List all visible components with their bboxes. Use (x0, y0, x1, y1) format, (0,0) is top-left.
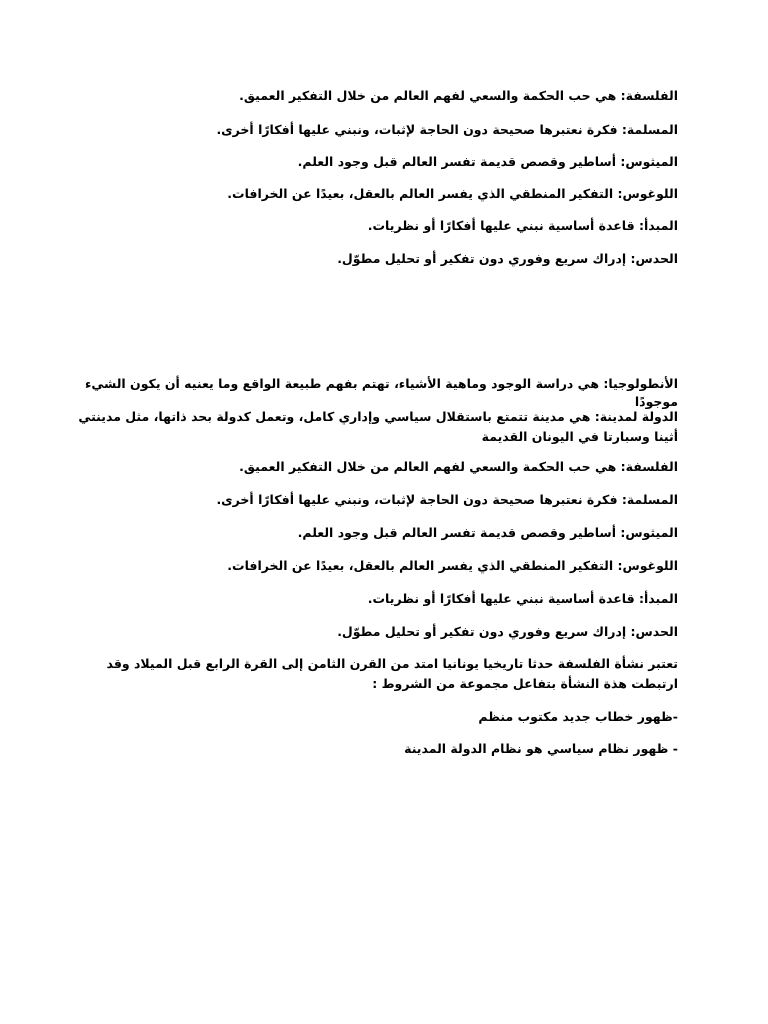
definition-logos: اللوغوس: التفكير المنطقي الذي يفسر العالم بالعقل، بعيدًا عن الخرافات. (227, 186, 678, 201)
definition-philosophy: الفلسفة: هي حب الحكمة والسعي لفهم العالم من خلال التفكير العميق. (239, 88, 678, 103)
definition-intuition: الحدس: إدراك سريع وفوري دون تفكير أو تحليل مطوّل. (337, 251, 678, 266)
condition-item-2: - ظهور نظام سياسي هو نظام الدولة المدينة (404, 741, 678, 756)
definition-logos-repeat: اللوغوس: التفكير المنطقي الذي يفسر العالم بالعقل، بعيدًا عن الخرافات. (227, 558, 678, 573)
definition-city-state: الدولة لمدينة: هي مدينة تتمتع باستقلال سياسي وإداري كامل، وتعمل كدولة بحد ذاتها، مثل مدينتي أثينا وسبارتا في اليونان القديمة (78, 409, 678, 444)
definition-mythos: الميثوس: أساطير وقصص قديمة تفسر العالم قبل وجود العلم. (297, 154, 678, 169)
condition-item-1: -ظهور خطاب جديد مكتوب منظم (478, 709, 678, 724)
definition-intuition-repeat: الحدس: إدراك سريع وفوري دون تفكير أو تحليل مطوّل. (337, 624, 678, 639)
origin-paragraph: تعتبر نشأة الفلسفة حدثا تاريخيا يونانيا امتد من القرن الثامن إلى القرة الرابع قبل الميلاد وقد ارتبطت هذة النشأة بتفاعل مجموعة من الشروط : (106, 656, 678, 691)
definition-postulate-repeat: المسلمة: فكرة نعتبرها صحيحة دون الحاجة لإثبات، ونبني عليها أفكارًا أخرى. (216, 492, 678, 507)
definition-ontology: الأنطولوجيا: هي دراسة الوجود وماهية الأشياء، تهتم بفهم طبيعة الواقع وما يعنيه أن يكون الشيء موجودًا (84, 376, 678, 409)
definition-principle-repeat: المبدأ: قاعدة أساسية نبني عليها أفكارًا أو نظريات. (367, 591, 678, 606)
definition-mythos-repeat: الميثوس: أساطير وقصص قديمة تفسر العالم قبل وجود العلم. (297, 525, 678, 540)
definition-philosophy-repeat: الفلسفة: هي حب الحكمة والسعي لفهم العالم من خلال التفكير العميق. (239, 459, 678, 474)
definition-postulate: المسلمة: فكرة نعتبرها صحيحة دون الحاجة لإثبات، ونبني عليها أفكارًا أخرى. (216, 122, 678, 137)
definition-principle: المبدأ: قاعدة أساسية نبني عليها أفكارًا أو نظريات. (367, 218, 678, 233)
